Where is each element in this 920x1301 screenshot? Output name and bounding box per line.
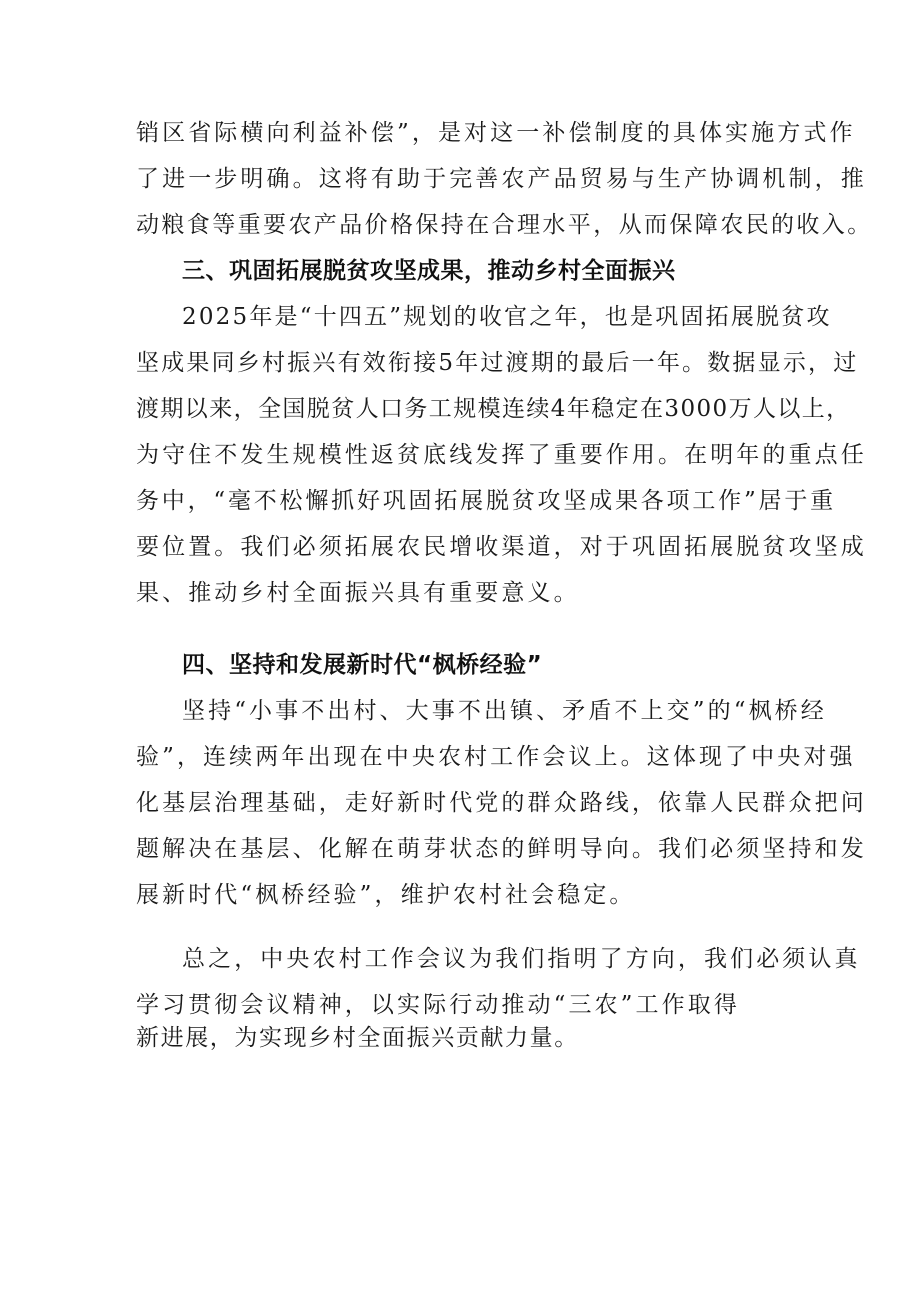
paragraph-line: 化基层治理基础，走好新时代党的群众路线，依靠人民群众把问 bbox=[136, 790, 867, 816]
paragraph-line: 果、推动乡村全面振兴具有重要意义。 bbox=[136, 580, 580, 606]
section-heading: 四、坚持和发展新时代“枫桥经验” bbox=[182, 652, 543, 678]
paragraph-line: 销区省际横向利益补偿”，是对这一补偿制度的具体实施方式作 bbox=[136, 120, 856, 146]
section-heading: 三、巩固拓展脱贫攻坚成果，推动乡村全面振兴 bbox=[182, 258, 676, 284]
paragraph-line: 坚持“小事不出村、大事不出镇、矛盾不上交”的“枫桥经 bbox=[182, 698, 827, 724]
paragraph-line: 题解决在基层、化解在萌芽状态的鲜明导向。我们必须坚持和发 bbox=[136, 836, 867, 862]
paragraph-line: 为守住不发生规模性返贫底线发挥了重要作用。在明年的重点任 bbox=[136, 442, 867, 468]
paragraph-line: 渡期以来，全国脱贫人口务工规模连续4年稳定在3000万人以上， bbox=[136, 396, 851, 422]
paragraph-line: 动粮食等重要农产品价格保持在合理水平，从而保障农民的收入。 bbox=[136, 212, 873, 238]
paragraph-line: 验”，连续两年出现在中央农村工作会议上。这体现了中央对强 bbox=[136, 744, 856, 770]
paragraph-line: 坚成果同乡村振兴有效衔接5年过渡期的最后一年。数据显示，过 bbox=[136, 350, 859, 376]
paragraph-line: 要位置。我们必须拓展农民增收渠道，对于巩固拓展脱贫攻坚成 bbox=[136, 534, 867, 560]
paragraph-line: 学习贯彻会议精神，以实际行动推动“三农”工作取得 bbox=[136, 992, 740, 1018]
paragraph-line: 新进展，为实现乡村全面振兴贡献力量。 bbox=[136, 1025, 579, 1051]
paragraph-line: 展新时代“枫桥经验”，维护农村社会稳定。 bbox=[136, 882, 636, 908]
paragraph-line: 总之，中央农村工作会议为我们指明了方向，我们必须认真 bbox=[182, 946, 861, 972]
paragraph-line: 了进一步明确。这将有助于完善农产品贸易与生产协调机制，推 bbox=[136, 166, 867, 192]
paragraph-line: 务中，“毫不松懈抓好巩固拓展脱贫攻坚成果各项工作”居于重 bbox=[136, 488, 836, 514]
paragraph-line: 2025年是“十四五”规划的收官之年，也是巩固拓展脱贫攻 bbox=[182, 304, 832, 330]
